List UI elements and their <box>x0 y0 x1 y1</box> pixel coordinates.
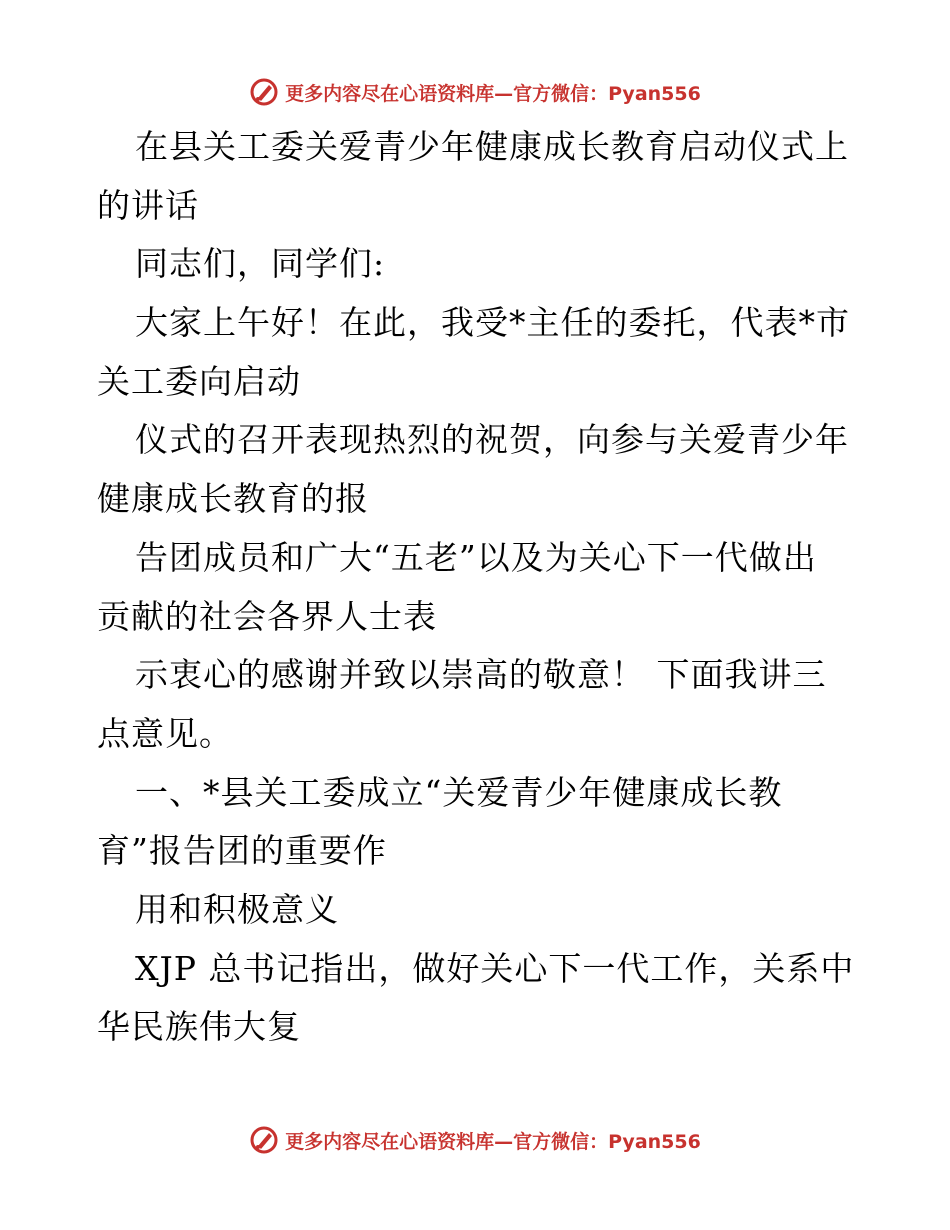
text-line: 示衷心的感谢并致以崇高的敬意！ 下面我讲三 <box>135 655 827 695</box>
footer-watermark-text: 更多内容尽在心语资料库—官方微信：Pyan556 <box>285 1130 701 1153</box>
header-watermark <box>0 72 950 112</box>
text-line: 点意见。 <box>97 713 233 753</box>
text-line: 的讲话 <box>97 185 199 225</box>
footer-watermark <box>0 1120 950 1160</box>
pen-seal-icon <box>249 1125 279 1155</box>
text-line: 同志们，同学们: <box>135 244 386 284</box>
text-line: 告团成员和广大“五老”以及为关心下一代做出 <box>135 537 817 577</box>
header-watermark-text: 更多内容尽在心语资料库—官方微信：Pyan556 <box>285 82 701 105</box>
pen-seal-icon <box>249 77 279 107</box>
text-line: XJP 总书记指出，做好关心下一代工作，关系中 <box>135 948 855 988</box>
text-line: 华民族伟大复 <box>97 1007 301 1047</box>
text-line: 健康成长教育的报 <box>97 479 369 519</box>
text-line: 关工委向启动 <box>97 361 301 401</box>
text-line: 一、*县关工委成立“关爱青少年健康成长教 <box>135 772 783 812</box>
text-line: 育”报告团的重要作 <box>97 831 387 871</box>
document-body <box>97 118 857 1057</box>
text-line: 大家上午好！在此，我受*主任的委托，代表*市 <box>135 303 850 343</box>
text-line: 仪式的召开表现热烈的祝贺，向参与关爱青少年 <box>135 420 849 460</box>
text-line: 在县关工委关爱青少年健康成长教育启动仪式上 <box>135 127 849 166</box>
text-line: 用和积极意义 <box>135 889 339 929</box>
text-line: 贡献的社会各界人士表 <box>97 596 437 636</box>
